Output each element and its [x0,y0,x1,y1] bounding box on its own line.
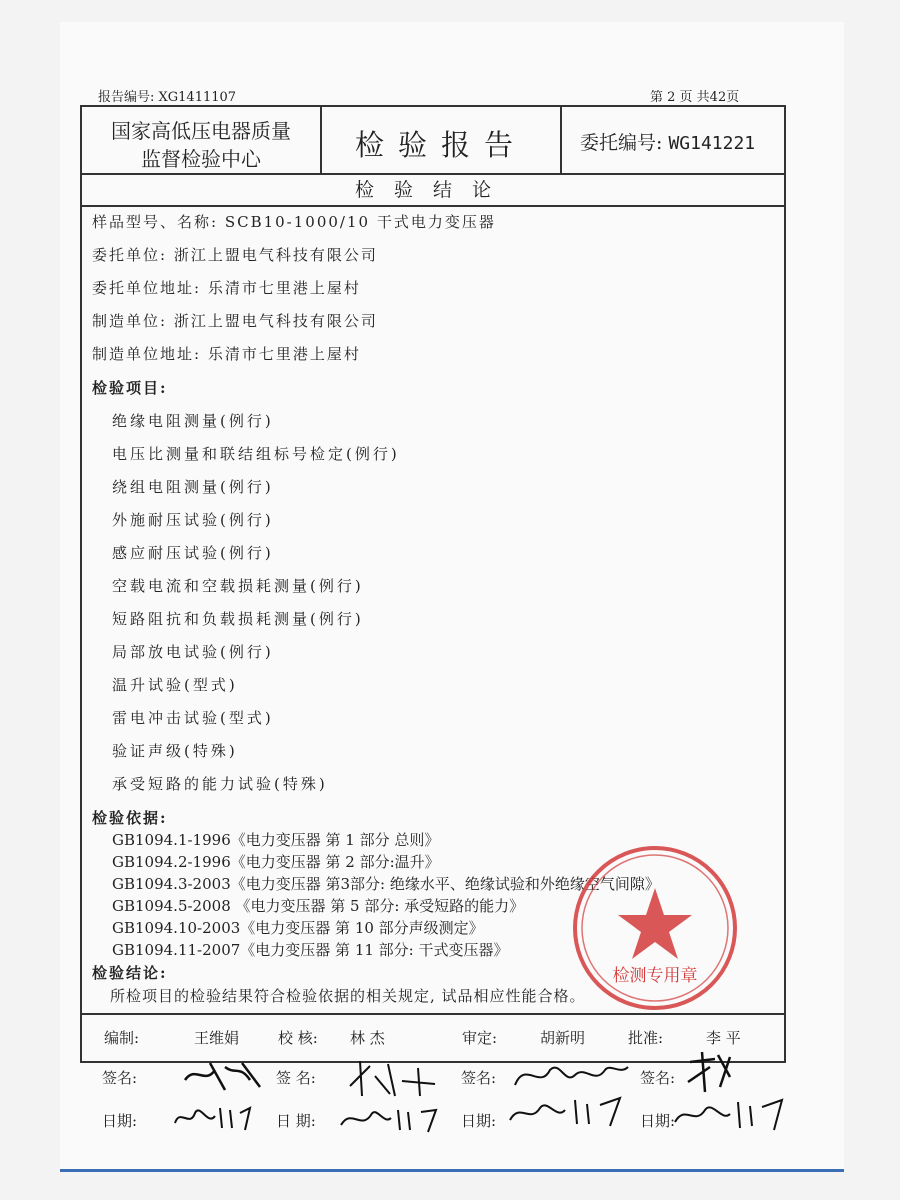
section-title: 检验结论 [82,175,784,207]
org-name-line1: 国家高低压电器质量 [111,119,291,143]
date-label: 日 期: [276,1112,316,1130]
title-cell [322,107,562,173]
sign-label: 签名: [461,1069,497,1087]
handwritten-date [505,1090,635,1130]
test-item: 绕组电阻测量(例行) [112,478,274,496]
report-number: 报告编号: XG1411107 [98,90,237,105]
handwritten-signature-prepared [180,1055,270,1095]
basis-title: 检验依据: [92,809,168,827]
sign-label: 签名: [640,1069,676,1087]
handwritten-signature-review [510,1055,630,1095]
test-item: 承受短路的能力试验(特殊) [112,775,328,793]
test-item: 电压比测量和联结组标号检定(例行) [112,445,400,463]
standard-line: GB1094.5-2008 《电力变压器 第 5 部分: 承受短路的能力》 [112,897,525,915]
test-item: 短路阻抗和负载损耗测量(例行) [112,610,364,628]
date-label: 日期: [102,1112,138,1130]
test-item: 感应耐压试验(例行) [112,544,274,562]
review-label: 审定: [462,1029,498,1047]
stamp-text: 检测专用章 [612,966,698,986]
test-item: 温升试验(型式) [112,676,238,694]
org-name-line2: 监督检验中心 [141,147,261,171]
manufacturer-address-line: 制造单位地址: 乐清市七里港上屋村 [92,345,361,363]
test-item: 外施耐压试验(例行) [112,511,274,529]
conclusion-title: 检验结论: [92,964,168,982]
header-row [82,107,784,175]
standard-line: GB1094.3-2003《电力变压器 第3部分: 绝缘水平、绝缘试验和外绝缘空气间隙》 [112,875,660,893]
conclusion-text: 所检项目的检验结果符合检验依据的相关规定, 试品相应性能合格。 [110,987,586,1005]
test-item: 验证声级(特殊) [112,742,238,760]
review-name: 胡新明 [540,1029,586,1047]
handwritten-date [336,1100,446,1134]
handwritten-signature-approve [680,1047,740,1097]
check-name: 林 杰 [350,1029,385,1047]
standard-line: GB1094.11-2007《电力变压器 第 11 部分: 干式变压器》 [112,941,509,959]
standard-line: GB1094.2-1996《电力变压器 第 2 部分:温升》 [112,853,440,871]
date-label: 日期: [461,1112,497,1130]
prepared-name: 王维娟 [194,1029,240,1047]
prepared-label: 编制: [104,1029,140,1047]
standard-line: GB1094.10-2003《电力变压器 第 10 部分声级测定》 [112,919,484,937]
approve-label: 批准: [628,1029,664,1047]
items-title: 检验项目: [92,379,168,397]
signature-divider [82,1013,784,1015]
commission-number [580,128,755,155]
check-label: 校 核: [278,1029,318,1047]
test-item: 雷电冲击试验(型式) [112,709,274,727]
date-label: 日期: [640,1112,676,1130]
sign-label: 签名: [102,1069,138,1087]
test-item: 空载电流和空载损耗测量(例行) [112,577,364,595]
page-info: 第 2 页 共42页 [650,90,740,105]
manufacturer-line: 制造单位: 浙江上盟电气科技有限公司 [92,312,378,330]
org-cell [82,107,322,173]
scan-edge-line [60,1169,844,1172]
client-line: 委托单位: 浙江上盟电气科技有限公司 [92,246,378,264]
report-title: 检验报告 [354,128,527,162]
handwritten-date [670,1092,795,1132]
commission-value: WG141221 [668,133,756,154]
test-item: 绝缘电阻测量(例行) [112,412,274,430]
commission-label: 委托编号: [580,132,663,154]
approve-name: 李 平 [706,1029,741,1047]
handwritten-signature-check [340,1056,440,1100]
sample-model-line: 样品型号、名称: SCB10-1000/10 干式电力变压器 [92,213,496,231]
inspection-stamp [570,843,740,1013]
client-address-line: 委托单位地址: 乐清市七里港上屋村 [92,279,361,297]
test-item: 局部放电试验(例行) [112,643,274,661]
standard-line: GB1094.1-1996《电力变压器 第 1 部分 总则》 [112,831,440,849]
sign-label: 签 名: [276,1069,316,1087]
handwritten-date [170,1098,260,1132]
